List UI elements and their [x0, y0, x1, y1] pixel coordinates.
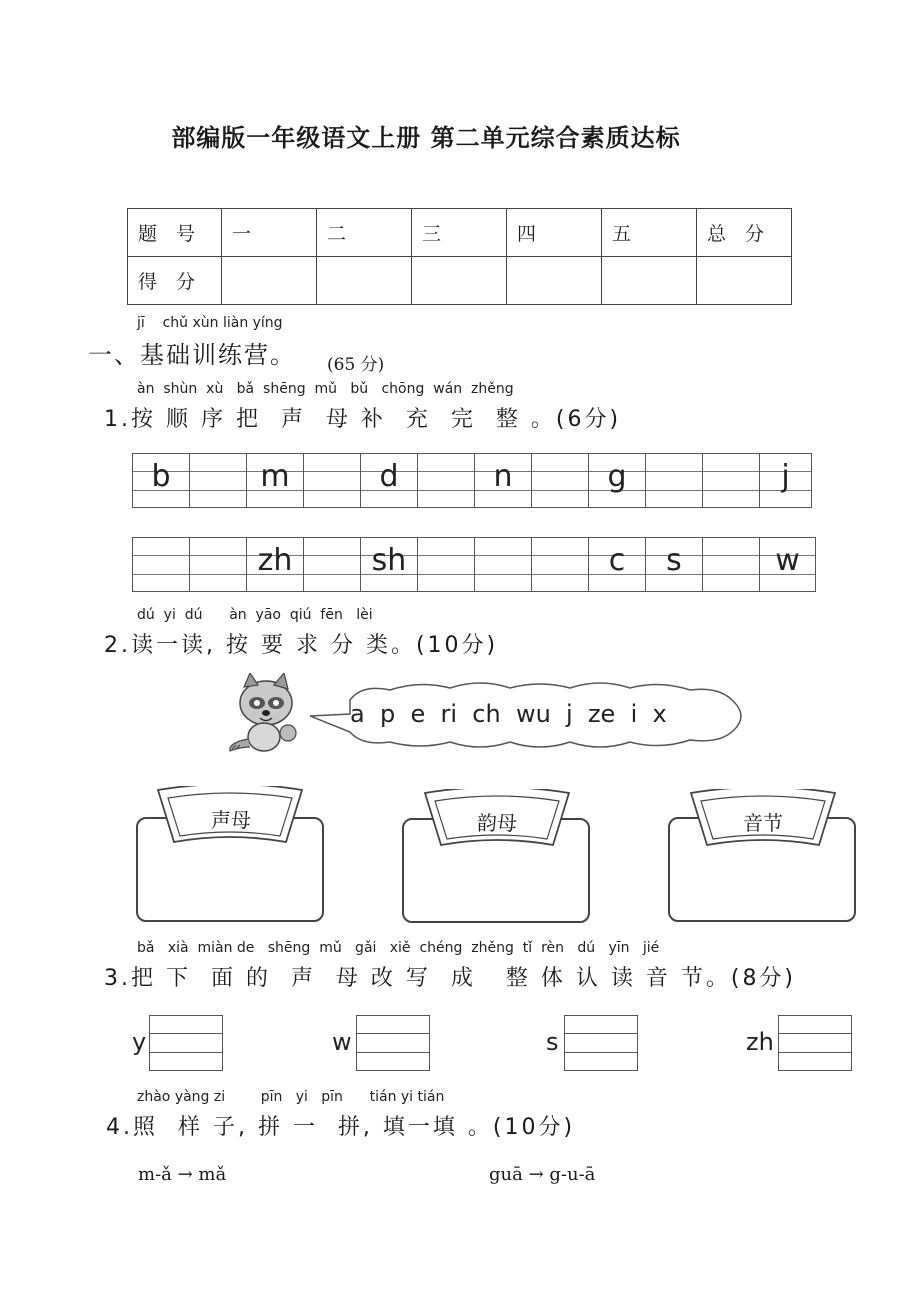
score-input-cell[interactable]	[222, 257, 317, 305]
grid-cell[interactable]	[531, 537, 588, 592]
grid-cell[interactable]	[417, 537, 474, 592]
grid-cell[interactable]	[132, 537, 189, 592]
score-header-cell: 一	[222, 209, 317, 257]
q4-example-2: guā → g-u-ā	[489, 1164, 596, 1185]
score-input-cell[interactable]	[317, 257, 412, 305]
q2-text: 2.读一读, 按 要 求 分 类。(10分)	[104, 633, 499, 658]
q2-pinyin: dú yi dú àn yāo qiú fēn lèi	[137, 607, 373, 623]
grid-cell[interactable]	[303, 537, 360, 592]
score-header-cell: 五	[602, 209, 697, 257]
grid-cell[interactable]: w	[759, 537, 816, 592]
q1-pinyin: àn shùn xù bǎ shēng mǔ bǔ chōng wán zhěng	[137, 381, 514, 397]
score-header-cell: 三	[412, 209, 507, 257]
banner-label-shengmu: 声母	[211, 808, 251, 832]
q3-letter-w: w	[332, 1028, 352, 1056]
q3-answer-grid[interactable]	[564, 1015, 638, 1071]
q1-grid-row1	[132, 453, 812, 508]
score-table-score-row	[128, 257, 792, 305]
q1-grid-row2	[132, 537, 816, 592]
grid-cell[interactable]	[702, 453, 759, 508]
q3-answer-grid[interactable]	[778, 1015, 852, 1071]
raccoon-mascot-icon	[220, 673, 310, 755]
score-row-label: 得 分	[128, 257, 222, 305]
section1-pinyin: jī chǔ xùn liàn yíng	[137, 315, 283, 331]
grid-cell[interactable]: m	[246, 453, 303, 508]
page-title: 部编版一年级语文上册 第二单元综合素质达标	[171, 123, 681, 152]
q4-example-1: m-ǎ → mǎ	[138, 1164, 227, 1185]
q3-answer-grid[interactable]	[149, 1015, 223, 1071]
grid-cell[interactable]	[531, 453, 588, 508]
score-table	[127, 208, 792, 305]
score-input-cell[interactable]	[412, 257, 507, 305]
grid-cell[interactable]: b	[132, 453, 189, 508]
section1-points: (65 分)	[327, 355, 385, 375]
q3-letter-s: s	[546, 1028, 559, 1056]
score-header-cell: 题 号	[128, 209, 222, 257]
score-input-cell[interactable]	[602, 257, 697, 305]
grid-cell[interactable]	[189, 453, 246, 508]
q2-letters: a p e ri ch wu j ze i x	[350, 700, 667, 728]
q4-pinyin: zhào yàng zi pīn yi pīn tián yi tián	[137, 1089, 445, 1105]
score-table-header-row	[128, 209, 792, 257]
grid-cell[interactable]: zh	[246, 537, 303, 592]
grid-cell[interactable]: d	[360, 453, 417, 508]
grid-cell[interactable]: s	[645, 537, 702, 592]
q3-letter-y: y	[132, 1028, 147, 1056]
grid-cell[interactable]: n	[474, 453, 531, 508]
grid-cell[interactable]	[417, 453, 474, 508]
grid-cell[interactable]: sh	[360, 537, 417, 592]
q3-pinyin: bǎ xià miàn de shēng mǔ gǎi xiě chéng zhěng tǐ rèn dú yīn jié	[137, 940, 660, 956]
q4-text: 4.照 样 子, 拼 一 拼, 填一填 。(10分)	[106, 1115, 576, 1140]
grid-cell[interactable]	[645, 453, 702, 508]
q1-text: 1.按 顺 序 把 声 母 补 充 完 整 。(6分)	[104, 407, 622, 432]
grid-cell[interactable]	[474, 537, 531, 592]
grid-cell[interactable]	[303, 453, 360, 508]
banner-label-yinjie: 音节	[743, 811, 783, 835]
score-header-cell: 四	[507, 209, 602, 257]
q3-text: 3.把 下 面 的 声 母 改 写 成 整 体 认 读 音 节。(8分)	[104, 966, 797, 991]
score-header-cell: 二	[317, 209, 412, 257]
grid-cell[interactable]: j	[759, 453, 812, 508]
q3-answer-grid[interactable]	[356, 1015, 430, 1071]
grid-cell[interactable]	[189, 537, 246, 592]
grid-cell[interactable]	[702, 537, 759, 592]
score-header-cell: 总 分	[697, 209, 792, 257]
q3-letter-zh: zh	[746, 1028, 774, 1056]
score-input-cell[interactable]	[697, 257, 792, 305]
section1-title: 一、基础训练营。	[88, 341, 296, 369]
grid-cell[interactable]: c	[588, 537, 645, 592]
banner-label-yunmu: 韵母	[477, 811, 517, 835]
score-input-cell[interactable]	[507, 257, 602, 305]
grid-cell[interactable]: g	[588, 453, 645, 508]
